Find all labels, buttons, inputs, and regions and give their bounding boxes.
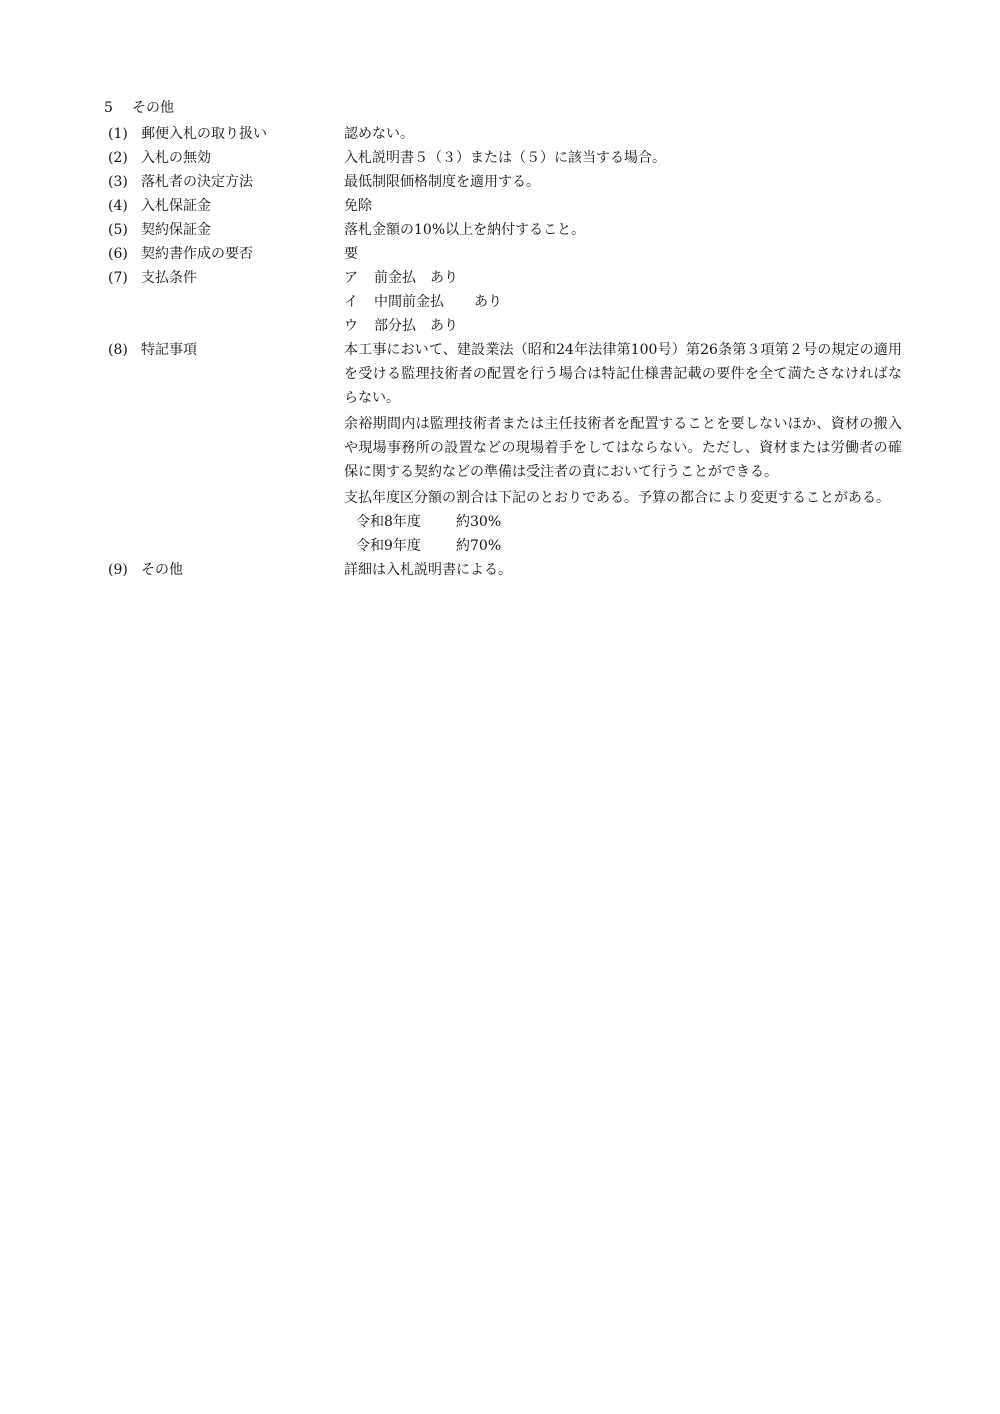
item-contract-document: [108, 242, 908, 266]
item-text: 入札説明書５（３）または（５）に該当する場合。: [344, 150, 666, 166]
payment-term-name: 部分払: [374, 318, 416, 334]
item-index: (3): [108, 174, 128, 190]
item-index: (8): [108, 342, 128, 358]
item-label: 契約書作成の要否: [141, 246, 253, 262]
payment-term-mark: ウ: [344, 318, 358, 334]
item-payment-terms: [108, 266, 908, 338]
payment-ratio-line: [344, 534, 902, 558]
item-label: 入札保証金: [141, 198, 211, 214]
item-text: 免除: [344, 198, 372, 214]
special-note-paragraph: 支払年度区分額の割合は下記のとおりである。予算の都合により変更することがある。: [344, 490, 890, 506]
payment-term-line: [344, 314, 902, 338]
item-index: (5): [108, 222, 128, 238]
item-text: 落札金額の10%以上を納付すること。: [344, 222, 586, 238]
item-index: (6): [108, 246, 128, 262]
item-mail-bid: [108, 122, 908, 146]
item-index: (9): [108, 562, 128, 578]
item-label: 契約保証金: [141, 222, 211, 238]
item-index: (7): [108, 270, 128, 286]
item-label: 特記事項: [141, 342, 197, 358]
section-number: 5: [104, 100, 113, 116]
payment-term-value: あり: [430, 270, 458, 286]
item-list: [108, 122, 908, 582]
payment-term-name: 中間前金払: [374, 294, 444, 310]
section-title: その他: [132, 100, 174, 116]
item-label: 入札の無効: [141, 150, 211, 166]
item-index: (2): [108, 150, 128, 166]
special-note-paragraph: 本工事において、建設業法（昭和24年法律第100号）第26条第３項第２号の規定の適用を受ける監理技術者の配置を行う場合は特記仕様書記載の要件を全て満たさなければならない。: [344, 342, 902, 406]
item-label: 郵便入札の取り扱い: [141, 126, 267, 142]
item-invalid-bid: [108, 146, 908, 170]
item-label: 支払条件: [141, 270, 197, 286]
payment-ratio-share: 約30%: [456, 514, 502, 530]
item-text: 認めない。: [344, 126, 414, 142]
section-heading: [104, 98, 174, 118]
payment-term-line: [344, 266, 902, 290]
payment-term-line: [344, 290, 902, 314]
payment-term-value: あり: [474, 294, 502, 310]
item-text: 詳細は入札説明書による。: [344, 562, 512, 578]
item-text: 最低制限価格制度を適用する。: [344, 174, 540, 190]
item-special-notes: [108, 338, 908, 558]
payment-ratio-year: 令和9年度: [356, 538, 421, 554]
item-bid-bond: [108, 194, 908, 218]
item-text: 要: [344, 246, 358, 262]
payment-term-value: あり: [430, 318, 458, 334]
item-label: 落札者の決定方法: [141, 174, 253, 190]
item-contract-bond: [108, 218, 908, 242]
payment-ratio-year: 令和8年度: [356, 514, 421, 530]
special-note-paragraph: 余裕期間内は監理技術者または主任技術者を配置することを要しないほか、資材の搬入や現場事務所の設置などの現場着手をしてはならない。ただし、資材または労働者の確保に関する契約などの準備は受注者の責において行うことができる。: [344, 416, 902, 480]
item-index: (4): [108, 198, 128, 214]
payment-term-name: 前金払: [374, 270, 416, 286]
payment-term-mark: ア: [344, 270, 358, 286]
item-award-method: [108, 170, 908, 194]
item-index: (1): [108, 126, 128, 142]
payment-ratio-line: [344, 510, 902, 534]
item-label: その他: [141, 562, 183, 578]
payment-term-mark: イ: [344, 294, 358, 310]
item-other: [108, 558, 908, 582]
payment-ratio-share: 約70%: [456, 538, 502, 554]
